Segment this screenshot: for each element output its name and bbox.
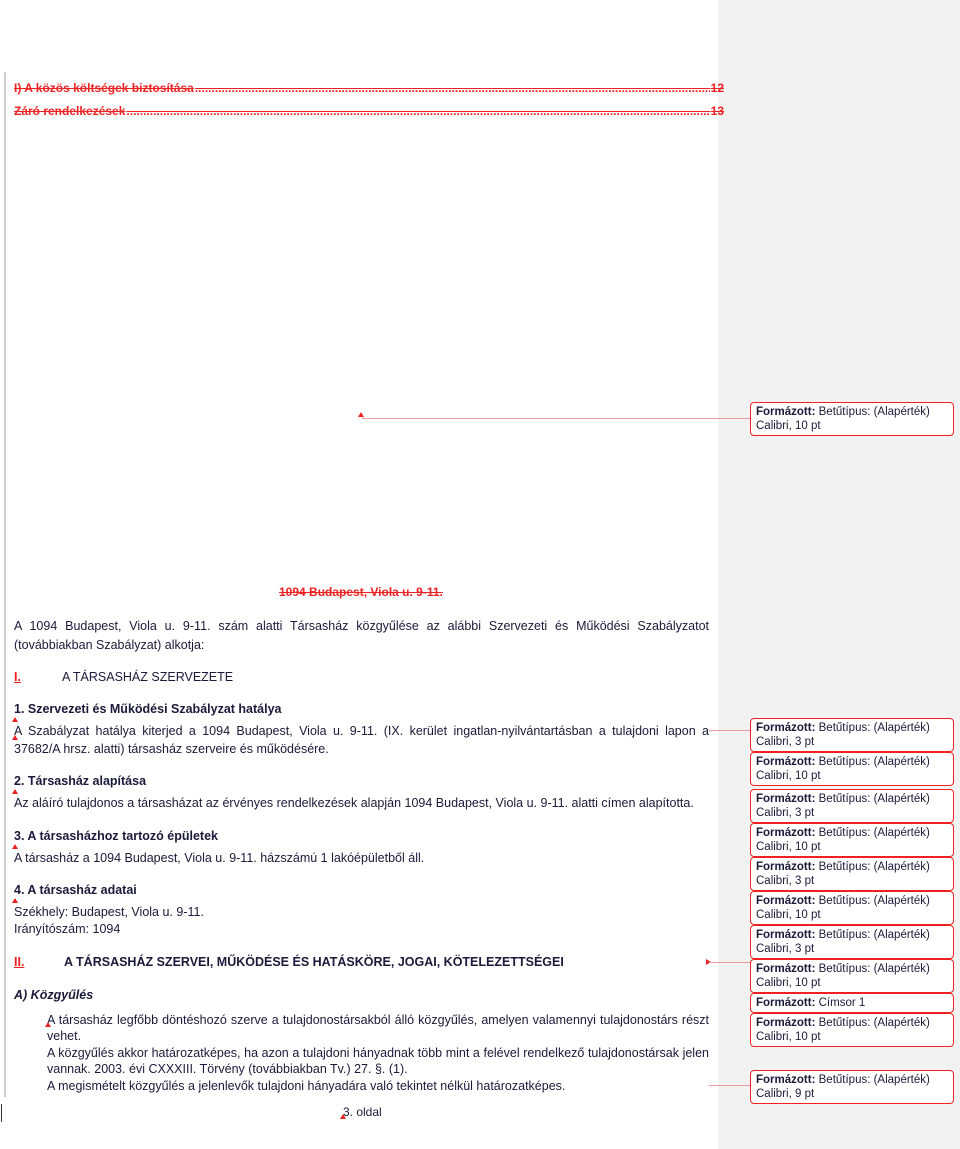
change-bar [4,72,6,1097]
balloon-text: Betűtípus: (Alapérték) [818,756,930,768]
balloon-label: Formázott: [756,406,816,418]
section-heading [14,955,564,970]
balloon-label: Formázott: [756,1017,816,1029]
body-line: A társasház legfőbb döntéshozó szerve a tulajdonostársakból álló közgyűlés, amelyen valamennyi tulajdonostárs részt [47,1013,709,1027]
format-comment-balloon[interactable] [750,1070,954,1104]
insertion-marker [45,1022,51,1027]
intro-line: A 1094 Budapest, Viola u. 9-11. szám alatti Társasház közgyűlése az alábbi Szervezeti és Működési Szabályzatot [14,619,709,633]
balloon-text: Calibri, 10 pt [756,1031,821,1043]
balloon-text: Calibri, 9 pt [756,1088,815,1100]
body-line: Székhely: Budapest, Viola u. 9-11. [14,905,204,919]
balloon-text: Calibri, 10 pt [756,420,821,432]
toc-leader [195,81,710,95]
balloon-text: Calibri, 3 pt [756,736,815,748]
balloon-text: Betűtípus: (Alapérték) [818,929,930,941]
format-comment-balloon[interactable] [750,752,954,786]
balloon-text: Betűtípus: (Alapérték) [818,722,930,734]
balloon-text: Calibri, 10 pt [756,770,821,782]
section-title: A TÁRSASHÁZ SZERVEI, MŰKÖDÉSE ÉS HATÁSKÖRE, JOGAI, KÖTELEZETTSÉGEI [64,955,564,969]
balloon-label: Formázott: [756,895,816,907]
balloon-text: Címsor 1 [818,997,866,1009]
balloon-text: Calibri, 3 pt [756,875,815,887]
insertion-marker [358,412,364,417]
balloon-text: Calibri, 10 pt [756,909,821,921]
body-line: Az aláíró tulajdonos a társasházat az érvényes rendelkezések alapján 1094 Budapest, Viola u. 9-11. alatti címen alapította. [14,796,694,810]
balloon-text: Betűtípus: (Alapérték) [818,406,930,418]
format-comment-balloon[interactable] [750,402,954,436]
format-comment-balloon[interactable] [750,1013,954,1047]
format-comment-balloon[interactable] [750,959,954,993]
balloon-text: Calibri, 3 pt [756,943,815,955]
body-line: vehet. [47,1029,82,1043]
body-line: A Szabályzat hatálya kiterjed a 1094 Budapest, Viola u. 9-11. (IX. kerület ingatlan-nyilvántartásban a tulajdoni lapon a [14,724,709,738]
balloon-label: Formázott: [756,722,816,734]
toc-entry[interactable] [14,81,724,95]
balloon-label: Formázott: [756,997,816,1009]
format-comment-balloon[interactable] [750,925,954,959]
insertion-marker [12,735,18,740]
body-line: A társasház a 1094 Budapest, Viola u. 9-11. házszámú 1 lakóépületből áll. [14,851,425,865]
intro-line: (továbbiakban Szabályzat) alkotja: [14,638,205,652]
subsection-title: 3. A társasházhoz tartozó épületek [14,829,218,843]
toc-entry-page: 12 [710,81,724,95]
address-heading: 1094 Budapest, Viola u. 9-11. [279,585,443,599]
balloon-label: Formázott: [756,827,816,839]
balloon-label: Formázott: [756,793,816,805]
subsection-title: 4. A társasház adatai [14,883,137,897]
section-heading [14,670,233,685]
body-line: 37682/A hrsz. alatti) társasház szerveire és működésére. [14,742,329,756]
subsection-title: 2. Társasház alapítása [14,774,147,788]
section-title: A TÁRSASHÁZ SZERVEZETE [62,670,234,684]
balloon-label: Formázott: [756,929,816,941]
format-comment-balloon[interactable] [750,718,954,752]
insertion-marker [12,789,18,794]
toc-entry-page: 13 [710,104,724,118]
insertion-marker [12,844,18,849]
format-comment-balloon[interactable] [750,789,954,823]
format-comment-balloon[interactable] [750,993,954,1013]
body-line: A megismételt közgyűlés a jelenlevők tulajdoni hányadára való tekintet nélkül határozatképes. [47,1079,566,1093]
body-line: A közgyűlés akkor határozatképes, ha azon a tulajdoni hányadnak több mint a felével rendelkező tulajdonostársak jelen [47,1046,709,1060]
toc-entry[interactable] [14,104,724,118]
balloon-connector [709,730,750,731]
toc-entry-label: Záró rendelkezések [14,104,126,118]
balloon-connector [362,418,750,419]
body-line: vannak. 2003. évi CXXXIII. Törvény (továbbiakban Tv.) 27. §. (1). [47,1062,408,1076]
toc-leader [126,104,709,118]
balloon-text: Calibri, 10 pt [756,977,821,989]
balloon-text: Calibri, 10 pt [756,841,821,853]
toc-entry-label: I) A közös költségek biztosítása [14,81,194,95]
format-comment-balloon[interactable] [750,891,954,925]
balloon-connector [709,962,750,963]
balloon-text: Betűtípus: (Alapérték) [818,1074,930,1086]
subsection-title: 1. Szervezeti és Működési Szabályzat hatálya [14,702,282,716]
format-comment-balloon[interactable] [750,823,954,857]
subsection-title: A) Közgyűlés [14,988,94,1002]
body-line: Irányítószám: 1094 [14,922,121,936]
section-number: I. [14,670,21,684]
balloon-text: Betűtípus: (Alapérték) [818,827,930,839]
balloon-text: Betűtípus: (Alapérték) [818,1017,930,1029]
insertion-marker [12,898,18,903]
section-number: II. [14,955,25,969]
balloon-label: Formázott: [756,756,816,768]
balloon-label: Formázott: [756,963,816,975]
balloon-text: Betűtípus: (Alapérték) [818,861,930,873]
insertion-marker [340,1114,346,1119]
insertion-marker [12,717,18,722]
balloon-text: Calibri, 3 pt [756,807,815,819]
balloon-connector [709,1085,750,1086]
balloon-label: Formázott: [756,1074,816,1086]
balloon-text: Betűtípus: (Alapérték) [818,895,930,907]
format-comment-balloon[interactable] [750,857,954,891]
cursor-bar [1,1104,2,1122]
balloon-label: Formázott: [756,861,816,873]
page-footer: 3. oldal [343,1105,382,1119]
balloon-text: Betűtípus: (Alapérték) [818,963,930,975]
balloon-text: Betűtípus: (Alapérték) [818,793,930,805]
